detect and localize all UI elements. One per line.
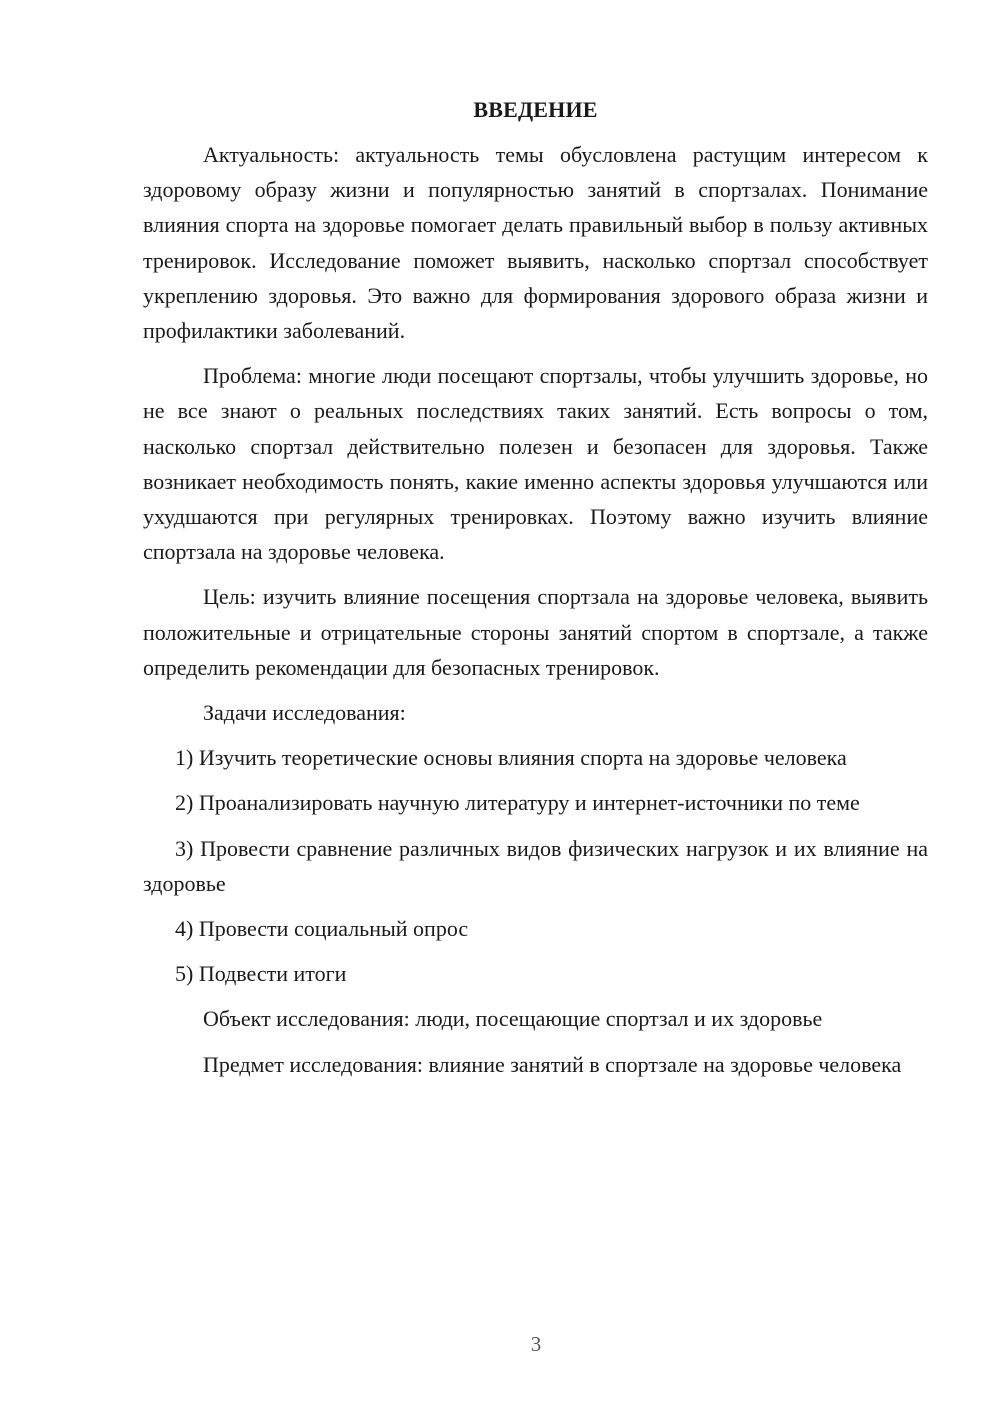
task-item: 5) Подвести итоги bbox=[175, 961, 347, 987]
research-object: Объект исследования: люди, посещающие спортзал и их здоровье bbox=[203, 1006, 823, 1032]
paragraph-relevance: Актуальность: актуальность темы обусловлена растущим интересом к здоровому образу жизни и популярностью занятий в спортзалах. Понимание влияния спорта на здоровье помогает делать правильный выбор в пользу активных тренировок. Исследование поможет выявить, насколько спортзал способствует укреплению здоровья. Это важно для формирования здорового образа жизни и профилактики заболеваний. bbox=[143, 142, 928, 344]
task-item: 4) Провести социальный опрос bbox=[175, 916, 469, 942]
task-item: 2) Проанализировать научную литературу и интернет-источники по теме bbox=[175, 790, 860, 816]
document-page bbox=[143, 92, 928, 1092]
page-number: 3 bbox=[530, 1332, 542, 1356]
paragraph-goal: Цель: изучить влияние посещения спортзала на здоровье человека, выявить положительные и отрицательные стороны занятий спортом в спортзале, а также определить рекомендации для безопасных тренировок. bbox=[143, 584, 928, 680]
paragraph-problem: Проблема: многие люди посещают спортзалы, чтобы улучшить здоровье, но не все знают о реальных последствиях таких занятий. Есть вопросы о том, насколько спортзал действительно полезен и безопасен для здоровья. Также возникает необходимость понять, какие именно аспекты здоровья улучшаются или ухудшаются при регулярных тренировках. Поэтому важно изучить влияние спортзала на здоровье человека. bbox=[143, 363, 928, 565]
task-item: 3) Провести сравнение различных видов физических нагрузок и их влияние на здоровье bbox=[143, 835, 928, 896]
tasks-heading: Задачи исследования: bbox=[203, 700, 406, 726]
section-heading: ВВЕДЕНИЕ bbox=[473, 97, 598, 122]
research-subject: Предмет исследования: влияние занятий в спортзале на здоровье человека bbox=[203, 1051, 902, 1077]
task-item: 1) Изучить теоретические основы влияния спорта на здоровье человека bbox=[175, 745, 847, 771]
